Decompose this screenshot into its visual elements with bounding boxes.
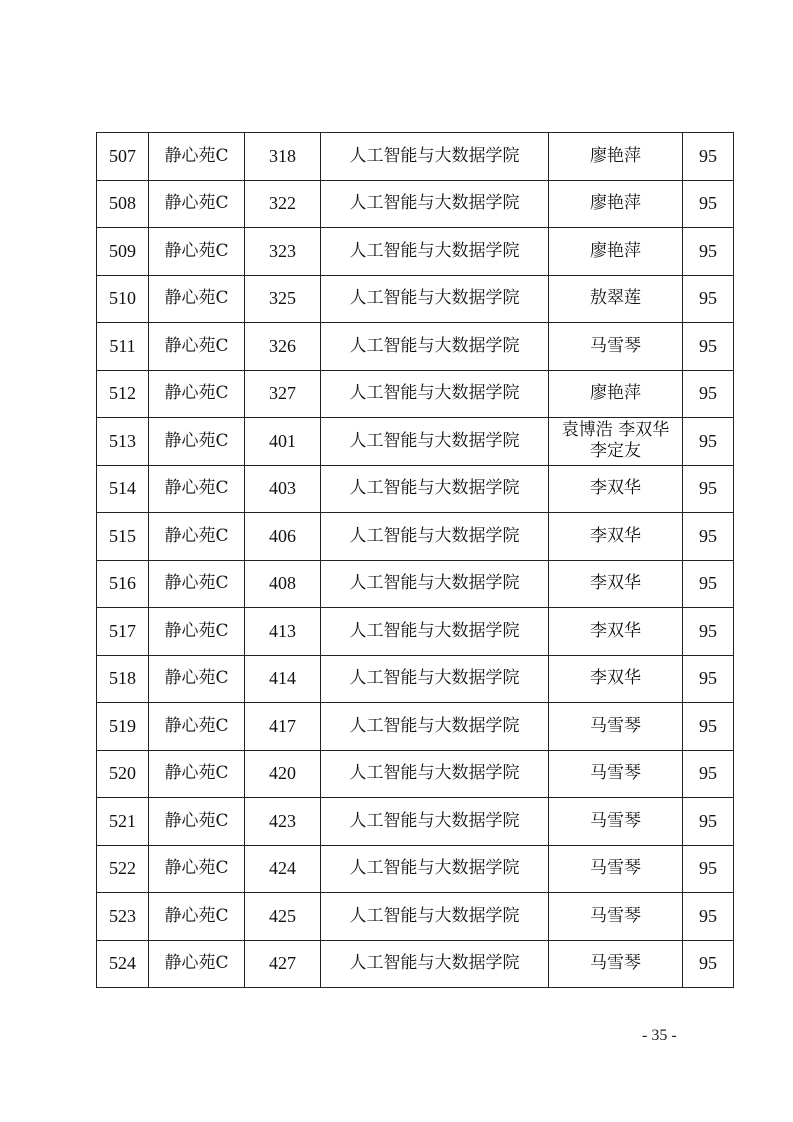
dormitory-score-table — [96, 132, 734, 988]
table-row — [97, 418, 734, 466]
cell-room: 406 — [245, 513, 321, 561]
cell-college: 人工智能与大数据学院 — [321, 228, 549, 276]
table-row — [97, 323, 734, 371]
cell-college: 人工智能与大数据学院 — [321, 418, 549, 466]
staff-name-line: 马雪琴 — [590, 810, 641, 831]
cell-staff — [549, 275, 683, 323]
cell-building: 静心苑C — [149, 370, 245, 418]
cell-score: 95 — [683, 228, 734, 276]
cell-building: 静心苑C — [149, 133, 245, 181]
table-row — [97, 750, 734, 798]
table-row — [97, 275, 734, 323]
cell-building: 静心苑C — [149, 798, 245, 846]
staff-name-line: 敖翠莲 — [590, 288, 641, 309]
cell-staff — [549, 133, 683, 181]
cell-college: 人工智能与大数据学院 — [321, 893, 549, 941]
cell-building: 静心苑C — [149, 465, 245, 513]
page-number: - 35 - — [642, 1027, 677, 1044]
cell-room: 401 — [245, 418, 321, 466]
cell-room: 403 — [245, 465, 321, 513]
cell-building: 静心苑C — [149, 180, 245, 228]
cell-score: 95 — [683, 323, 734, 371]
cell-college: 人工智能与大数据学院 — [321, 180, 549, 228]
cell-building: 静心苑C — [149, 513, 245, 561]
cell-score: 95 — [683, 893, 734, 941]
cell-college: 人工智能与大数据学院 — [321, 940, 549, 988]
cell-number: 514 — [97, 465, 149, 513]
cell-college: 人工智能与大数据学院 — [321, 750, 549, 798]
table-row — [97, 513, 734, 561]
cell-college: 人工智能与大数据学院 — [321, 703, 549, 751]
table-row — [97, 465, 734, 513]
cell-score: 95 — [683, 750, 734, 798]
staff-name-line: 廖艳萍 — [590, 193, 641, 214]
table-row — [97, 133, 734, 181]
cell-staff — [549, 893, 683, 941]
cell-staff — [549, 465, 683, 513]
staff-name-line: 李定友 — [590, 441, 641, 462]
cell-score: 95 — [683, 560, 734, 608]
cell-staff — [549, 560, 683, 608]
cell-number: 509 — [97, 228, 149, 276]
cell-room: 423 — [245, 798, 321, 846]
cell-staff — [549, 703, 683, 751]
cell-room: 414 — [245, 655, 321, 703]
staff-name-line: 李双华 — [590, 668, 641, 689]
cell-number: 518 — [97, 655, 149, 703]
cell-score: 95 — [683, 513, 734, 561]
cell-room: 322 — [245, 180, 321, 228]
cell-number: 511 — [97, 323, 149, 371]
cell-number: 519 — [97, 703, 149, 751]
cell-room: 318 — [245, 133, 321, 181]
staff-name-line: 马雪琴 — [590, 335, 641, 356]
cell-building: 静心苑C — [149, 228, 245, 276]
table-row — [97, 845, 734, 893]
cell-building: 静心苑C — [149, 323, 245, 371]
cell-staff — [549, 323, 683, 371]
cell-college: 人工智能与大数据学院 — [321, 608, 549, 656]
cell-staff — [549, 655, 683, 703]
staff-name-line: 李双华 — [590, 620, 641, 641]
cell-staff — [549, 418, 683, 466]
cell-building: 静心苑C — [149, 940, 245, 988]
cell-staff — [549, 370, 683, 418]
staff-name-line: 廖艳萍 — [590, 145, 641, 166]
staff-name-line: 马雪琴 — [590, 715, 641, 736]
cell-building: 静心苑C — [149, 418, 245, 466]
cell-staff — [549, 228, 683, 276]
cell-room: 413 — [245, 608, 321, 656]
cell-building: 静心苑C — [149, 275, 245, 323]
cell-staff — [549, 180, 683, 228]
cell-number: 512 — [97, 370, 149, 418]
cell-score: 95 — [683, 655, 734, 703]
cell-score: 95 — [683, 465, 734, 513]
cell-score: 95 — [683, 798, 734, 846]
cell-number: 521 — [97, 798, 149, 846]
cell-score: 95 — [683, 370, 734, 418]
staff-name-line: 马雪琴 — [590, 953, 641, 974]
cell-college: 人工智能与大数据学院 — [321, 513, 549, 561]
cell-room: 327 — [245, 370, 321, 418]
cell-building: 静心苑C — [149, 750, 245, 798]
cell-room: 326 — [245, 323, 321, 371]
cell-score: 95 — [683, 418, 734, 466]
cell-college: 人工智能与大数据学院 — [321, 798, 549, 846]
cell-room: 417 — [245, 703, 321, 751]
cell-room: 424 — [245, 845, 321, 893]
cell-score: 95 — [683, 845, 734, 893]
cell-score: 95 — [683, 275, 734, 323]
cell-building: 静心苑C — [149, 608, 245, 656]
cell-college: 人工智能与大数据学院 — [321, 133, 549, 181]
table-row — [97, 940, 734, 988]
staff-name-line: 李双华 — [590, 525, 641, 546]
staff-name-line: 廖艳萍 — [590, 383, 641, 404]
cell-staff — [549, 513, 683, 561]
cell-building: 静心苑C — [149, 845, 245, 893]
cell-staff — [549, 845, 683, 893]
cell-room: 325 — [245, 275, 321, 323]
cell-staff — [549, 608, 683, 656]
cell-staff — [549, 798, 683, 846]
table-row — [97, 228, 734, 276]
cell-staff — [549, 750, 683, 798]
cell-building: 静心苑C — [149, 703, 245, 751]
cell-score: 95 — [683, 940, 734, 988]
cell-college: 人工智能与大数据学院 — [321, 323, 549, 371]
table-row — [97, 798, 734, 846]
cell-college: 人工智能与大数据学院 — [321, 845, 549, 893]
cell-score: 95 — [683, 703, 734, 751]
staff-name-line: 马雪琴 — [590, 905, 641, 926]
table-row — [97, 608, 734, 656]
cell-number: 516 — [97, 560, 149, 608]
table-row — [97, 180, 734, 228]
cell-number: 523 — [97, 893, 149, 941]
cell-room: 323 — [245, 228, 321, 276]
cell-number: 517 — [97, 608, 149, 656]
staff-name-line: 李双华 — [590, 478, 641, 499]
cell-room: 427 — [245, 940, 321, 988]
cell-college: 人工智能与大数据学院 — [321, 370, 549, 418]
staff-name-line: 廖艳萍 — [590, 240, 641, 261]
cell-building: 静心苑C — [149, 655, 245, 703]
cell-number: 510 — [97, 275, 149, 323]
staff-name-line: 马雪琴 — [590, 763, 641, 784]
cell-number: 507 — [97, 133, 149, 181]
staff-name-line: 马雪琴 — [590, 858, 641, 879]
cell-number: 513 — [97, 418, 149, 466]
cell-college: 人工智能与大数据学院 — [321, 275, 549, 323]
cell-room: 420 — [245, 750, 321, 798]
cell-number: 508 — [97, 180, 149, 228]
cell-building: 静心苑C — [149, 893, 245, 941]
staff-name-line: 袁博浩 李双华 — [561, 420, 670, 441]
cell-staff — [549, 940, 683, 988]
table-row — [97, 655, 734, 703]
table-row — [97, 560, 734, 608]
cell-building: 静心苑C — [149, 560, 245, 608]
cell-college: 人工智能与大数据学院 — [321, 465, 549, 513]
staff-name-line: 李双华 — [590, 573, 641, 594]
cell-number: 522 — [97, 845, 149, 893]
table-row — [97, 370, 734, 418]
table-row — [97, 703, 734, 751]
cell-room: 425 — [245, 893, 321, 941]
table-row — [97, 893, 734, 941]
cell-number: 515 — [97, 513, 149, 561]
cell-score: 95 — [683, 133, 734, 181]
cell-college: 人工智能与大数据学院 — [321, 655, 549, 703]
cell-college: 人工智能与大数据学院 — [321, 560, 549, 608]
cell-score: 95 — [683, 180, 734, 228]
table-body — [97, 133, 734, 988]
cell-score: 95 — [683, 608, 734, 656]
cell-number: 520 — [97, 750, 149, 798]
cell-number: 524 — [97, 940, 149, 988]
cell-room: 408 — [245, 560, 321, 608]
